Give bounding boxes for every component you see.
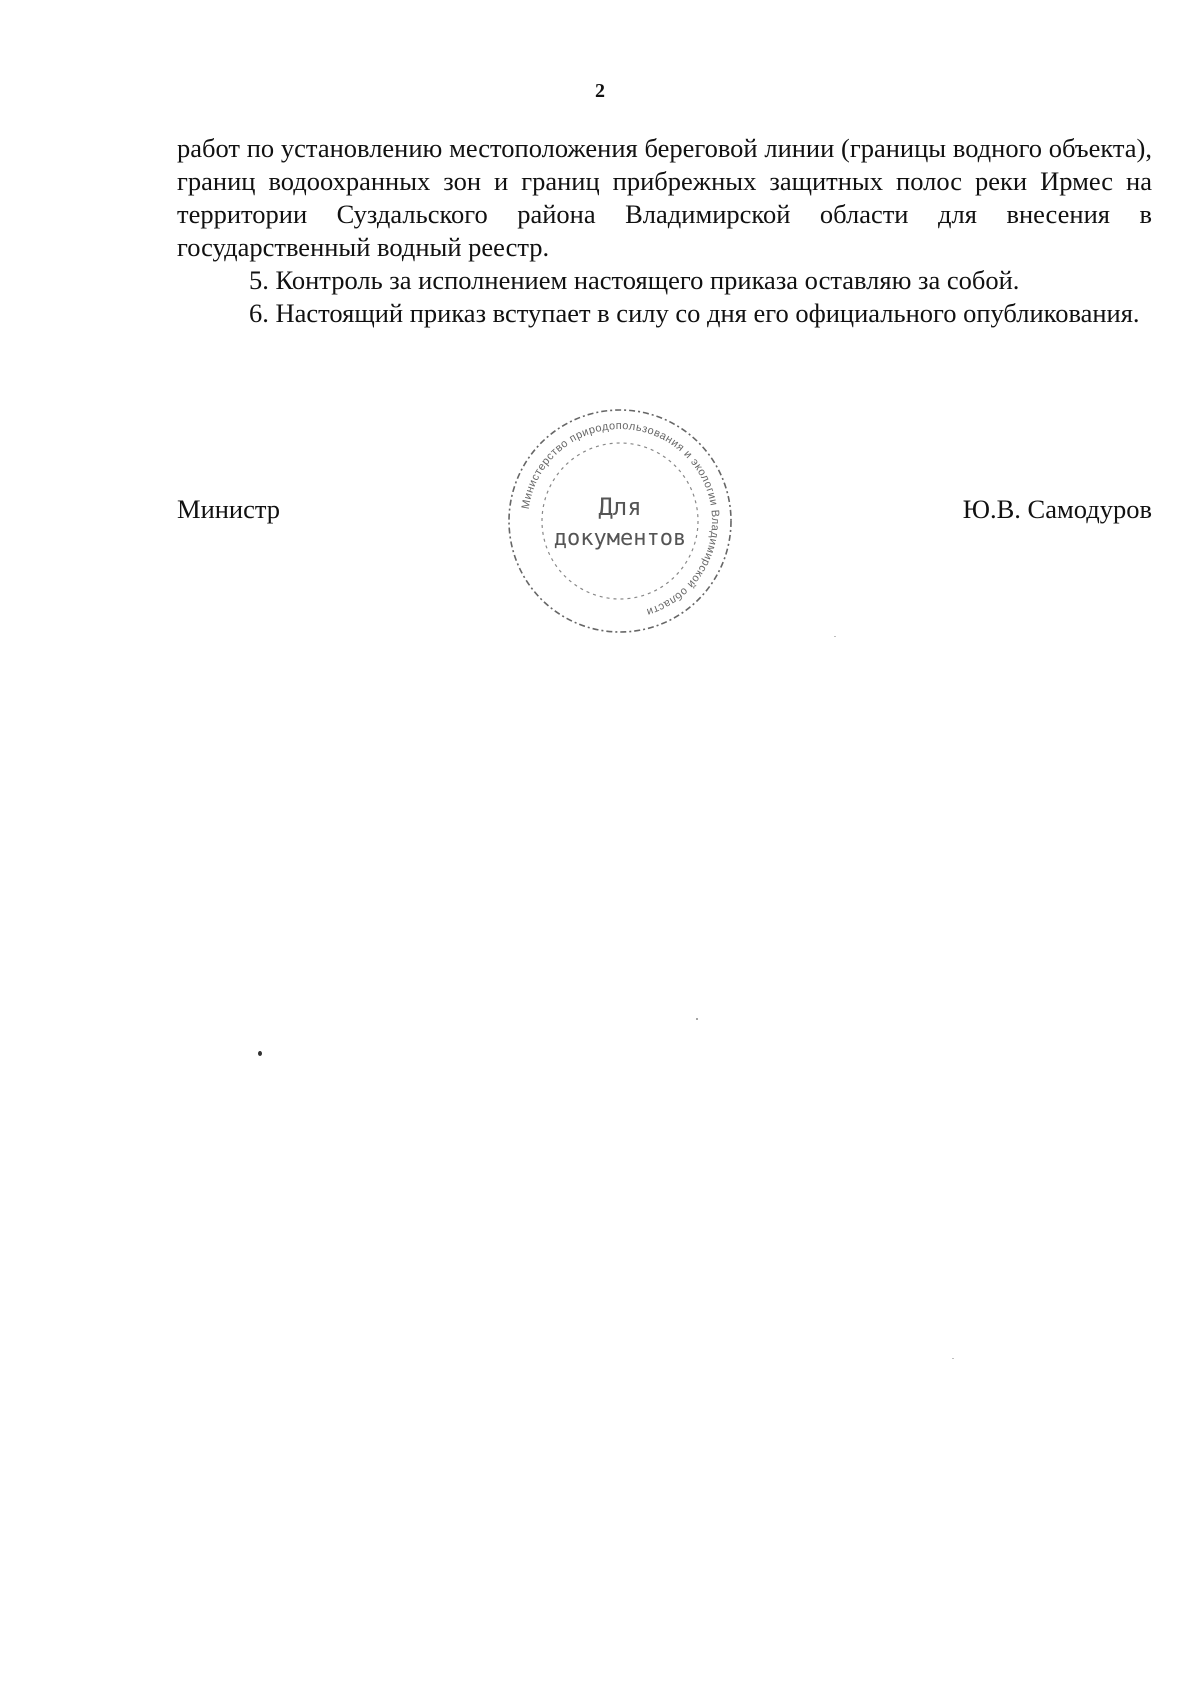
official-seal — [504, 405, 736, 637]
seal-center-line-2: документов — [553, 526, 687, 551]
signatory-title: Министр — [177, 494, 281, 524]
seal-graphic — [504, 405, 736, 637]
paragraph-5: 5. Контроль за исполнением настоящего приказа оставляю за собой. — [249, 265, 1020, 295]
paragraph-continuation: работ по установлению местоположения береговой линии (границы водного объекта), границ водоохранных зон и границ прибрежных защитных полос реки Ирмес на территории Суздальского района Владимирской области для внесения в государственный водный реестр. — [177, 133, 1152, 262]
seal-ring-text: Министерство природопользования и экологии Владимирской области — [519, 419, 722, 618]
seal-center-line-1: Для — [598, 493, 642, 521]
scan-speck — [696, 1018, 698, 1020]
scan-speck — [834, 636, 836, 637]
document-body — [177, 132, 1152, 330]
seal-inner-ring — [542, 443, 698, 599]
page-number: 2 — [595, 80, 605, 102]
signatory-name: Ю.В. Самодуров — [962, 494, 1152, 524]
scan-speck — [952, 1358, 954, 1359]
paragraph-6: 6. Настоящий приказ вступает в силу со дня его официального опубликования. — [249, 298, 1140, 328]
scan-speck — [258, 1051, 262, 1056]
